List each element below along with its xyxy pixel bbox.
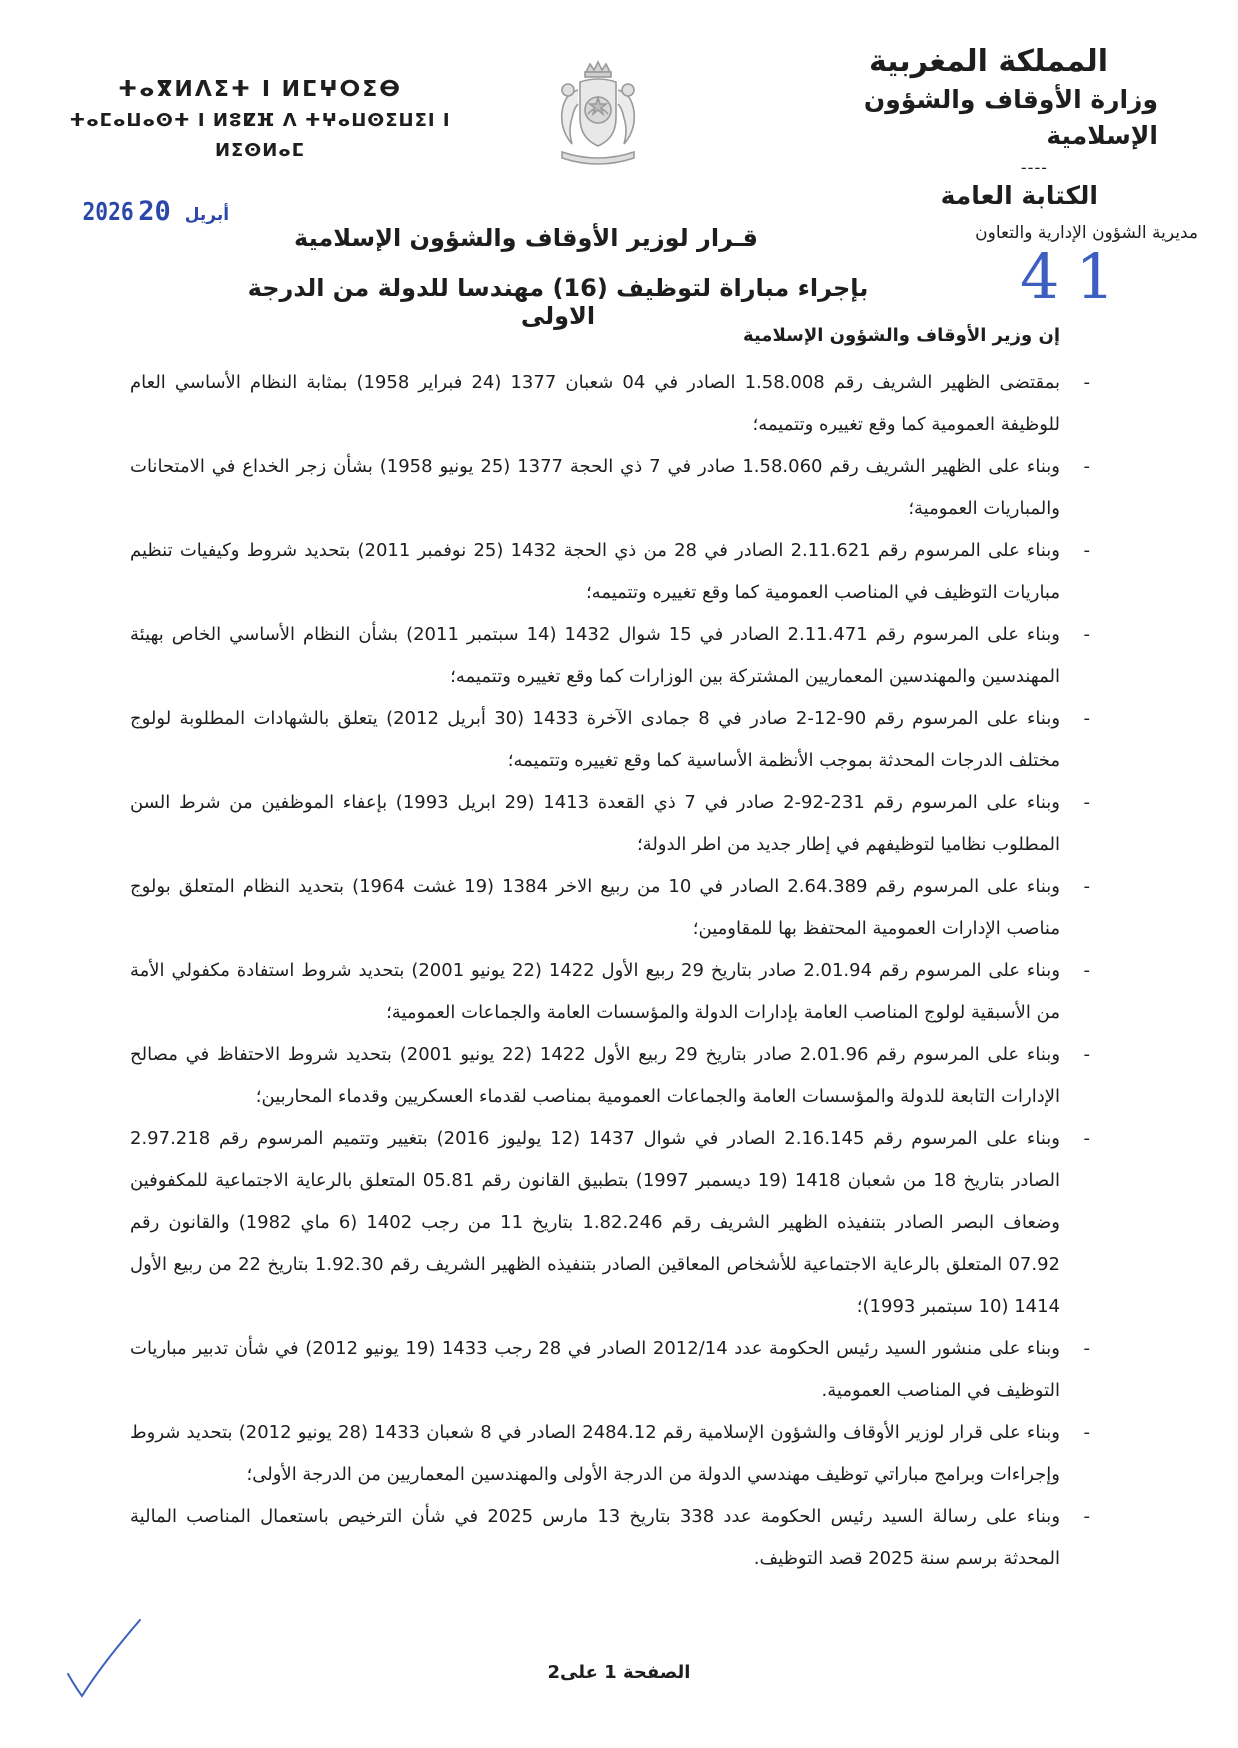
legal-basis-text: وبناء على الظهير الشريف رقم 1.58.060 صادر في 7 ذي الحجة 1377 (25 يونيو 1958) بشأن زجر الخداع في الامتحانات والمباريات العمومية؛ <box>130 456 1061 519</box>
legal-basis-text: وبناء على المرسوم رقم 2.64.389 الصادر في 10 من ربيع الاخر 1384 (19 غشت 1964) بتحديد النظام المتعلق بولوج مناصب الإدارات العمومية المحتفظ بها للمقاومين؛ <box>130 876 1060 939</box>
legal-basis-item <box>130 1496 1090 1580</box>
list-bullet: - <box>1083 1044 1090 1065</box>
legal-basis-text: وبناء على المرسوم رقم 90-12-2 صادر في 8 جمادى الآخرة 1433 (30 أبريل 2012) يتعلق بالشهادات المطلوبة لولوج مختلف الدرجات المحدثة بموجب الأنظمة الأساسية كما وقع تغييره وتتميمه؛ <box>130 708 1061 771</box>
list-bullet: - <box>1083 456 1090 477</box>
date-stamp <box>78 196 237 227</box>
kingdom-name: المملكة المغربية <box>868 44 1108 79</box>
tifinagh-kingdom: ⵜⴰⴳⵍⴷⵉⵜ ⵏ ⵍⵎⵖⵔⵉⴱ <box>117 77 402 102</box>
legal-basis-text: وبناء على المرسوم رقم 2.01.94 صادر بتاريخ 29 ربيع الأول 1422 (22 يونيو 2001) بتحديد شروط استفادة مكفولي الأمة من الأسبقية لولوج المناصب العامة بإدارات الدولة والمؤسسات العامة والجماعات العمومية؛ <box>130 960 1061 1023</box>
directorate-name: مديرية الشؤون الإدارية والتعاون <box>975 223 1198 243</box>
legal-basis-item <box>130 782 1090 866</box>
list-bullet: - <box>1083 960 1090 981</box>
ministry-name: وزارة الأوقاف والشؤون الإسلامية <box>863 85 1158 150</box>
arabic-letterhead <box>748 42 1198 248</box>
legal-basis-item <box>130 446 1090 530</box>
tifinagh-ministry: ⵜⴰⵎⴰⵡⴰⵙⵜ ⵏ ⵍⵓⵇⴼ ⴷ ⵜⵖⴰⵡⵙⵉⵡⵉⵏ ⵏ ⵍⵉⵙⵍⴰⵎ <box>69 110 451 161</box>
list-bullet: - <box>1083 1338 1090 1359</box>
legal-basis-list <box>130 362 1090 1580</box>
legal-basis-item <box>130 1034 1090 1118</box>
decision-subtitle: بإجراء مباراة لتوظيف (16) مهندسا للدولة من الدرجة الاولى <box>247 274 869 330</box>
legal-basis-text: وبناء على رسالة السيد رئيس الحكومة عدد 338 بتاريخ 13 مارس 2025 في شأن الترخيص باستعمال المناصب المالية المحدثة برسم سنة 2025 قصد التوظيف. <box>130 1506 1061 1569</box>
legal-basis-text: وبناء على قرار لوزير الأوقاف والشؤون الإسلامية رقم 2484.12 الصادر في 8 شعبان 1433 (28 يونيو 2012) بتحديد شروط وإجراءات وبرامج مباراتي توظيف مهندسي الدولة من الدرجة الأولى والمهندسين المعماريين من الدرجة الأولى؛ <box>130 1422 1061 1485</box>
stamp-month: أبريل <box>184 205 230 225</box>
decision-title: قـرار لوزير الأوقاف والشؤون الإسلامية <box>294 224 758 252</box>
legal-basis-item <box>130 866 1090 950</box>
letterhead-divider: ---- <box>1020 158 1048 177</box>
legal-basis-text: وبناء على المرسوم رقم 2.11.471 الصادر في 15 شوال 1432 (14 سبتمبر 2011) بشأن النظام الأساسي الخاص بهيئة المهندسين والمهندسين المعماريين المشتركة بين الوزارات كما وقع تغييره وتتميمه؛ <box>130 624 1061 687</box>
legal-basis-item <box>130 1412 1090 1496</box>
secretariat-name: الكتابة العامة <box>940 181 1098 210</box>
stamp-day: 20 <box>138 196 171 227</box>
opening-line: إن وزير الأوقاف والشؤون الإسلامية <box>743 325 1060 346</box>
legal-basis-text: وبناء على منشور السيد رئيس الحكومة عدد 2012/14 الصادر في 28 رجب 1433 (19 يونيو 2012) في شأن تدبير مباريات التوظيف في المناصب العمومية. <box>130 1338 1060 1401</box>
list-bullet: - <box>1083 708 1090 729</box>
handwritten-number: 41 <box>1020 240 1131 313</box>
legal-basis-item <box>130 1328 1090 1412</box>
legal-basis-item <box>130 530 1090 614</box>
list-bullet: - <box>1083 372 1090 393</box>
legal-basis-text: وبناء على المرسوم رقم 2.16.145 الصادر في شوال 1437 (12 يوليوز 2016) بتغيير وتتميم المرسوم رقم 2.97.218 الصادر بتاريخ 18 من شعبان 1418 (19 ديسمبر 1997) بتطبيق القانون رقم 05.81 المتعلق بالرعاية الاجتماعية للمكفوفين وضعاف البصر الصادر بتنفيذه الظهير الشريف رقم 1.82.246 بتاريخ 11 من رجب 1402 (6 ماي 1982) والقانون رقم 07.92 المتعلق بالرعاية الاجتماعية للأشخاص المعاقين الصادر بتنفيذه الظهير الشريف رقم 1.92.30 بتاريخ 22 من ربيع الأول 1414 (10 سبتمبر 1993)؛ <box>130 1128 1060 1317</box>
legal-basis-item <box>130 362 1090 446</box>
list-bullet: - <box>1083 624 1090 645</box>
list-bullet: - <box>1083 540 1090 561</box>
legal-basis-text: وبناء على المرسوم رقم 2.11.621 الصادر في 28 من ذي الحجة 1432 (25 نوفمبر 2011) بتحديد شروط وكيفيات تنظيم مباريات التوظيف في المناصب العمومية كما وقع تغييره وتتميمه؛ <box>130 540 1060 603</box>
legal-basis-text: وبناء على المرسوم رقم 231-92-2 صادر في 7 ذي القعدة 1413 (29 ابريل 1993) بإعفاء الموظفين من شرط السن المطلوب نظاميا لتوظيفهم في إطار جديد من اطر الدولة؛ <box>130 792 1060 855</box>
list-bullet: - <box>1083 792 1090 813</box>
list-bullet: - <box>1083 1422 1090 1443</box>
legal-basis-item <box>130 1118 1090 1328</box>
legal-basis-item <box>130 950 1090 1034</box>
legal-basis-text: وبناء على المرسوم رقم 2.01.96 صادر بتاريخ 29 ربيع الأول 1422 (22 يونيو 2001) بتحديد شروط الاحتفاظ في مصالح الإدارات التابعة للدولة والمؤسسات العامة والجماعات العمومية بمناصب لقدماء العسكريين وقدماء المحاربين؛ <box>130 1044 1061 1107</box>
legal-basis-item <box>130 614 1090 698</box>
list-bullet: - <box>1083 876 1090 897</box>
royal-coat-of-arms-icon <box>548 60 648 172</box>
list-bullet: - <box>1083 1506 1090 1527</box>
checkmark-icon <box>62 1612 152 1702</box>
tifinagh-letterhead <box>30 74 490 166</box>
legal-basis-text: بمقتضى الظهير الشريف رقم 1.58.008 الصادر في 04 شعبان 1377 (24 فبراير 1958) بمثابة النظام الأساسي العام للوظيفة العمومية كما وقع تغييره وتتميمه؛ <box>130 372 1061 435</box>
legal-basis-item <box>130 698 1090 782</box>
stamp-year: 2026 <box>82 197 134 226</box>
page-number: الصفحة 1 على2 <box>547 1662 691 1683</box>
list-bullet: - <box>1083 1128 1090 1149</box>
